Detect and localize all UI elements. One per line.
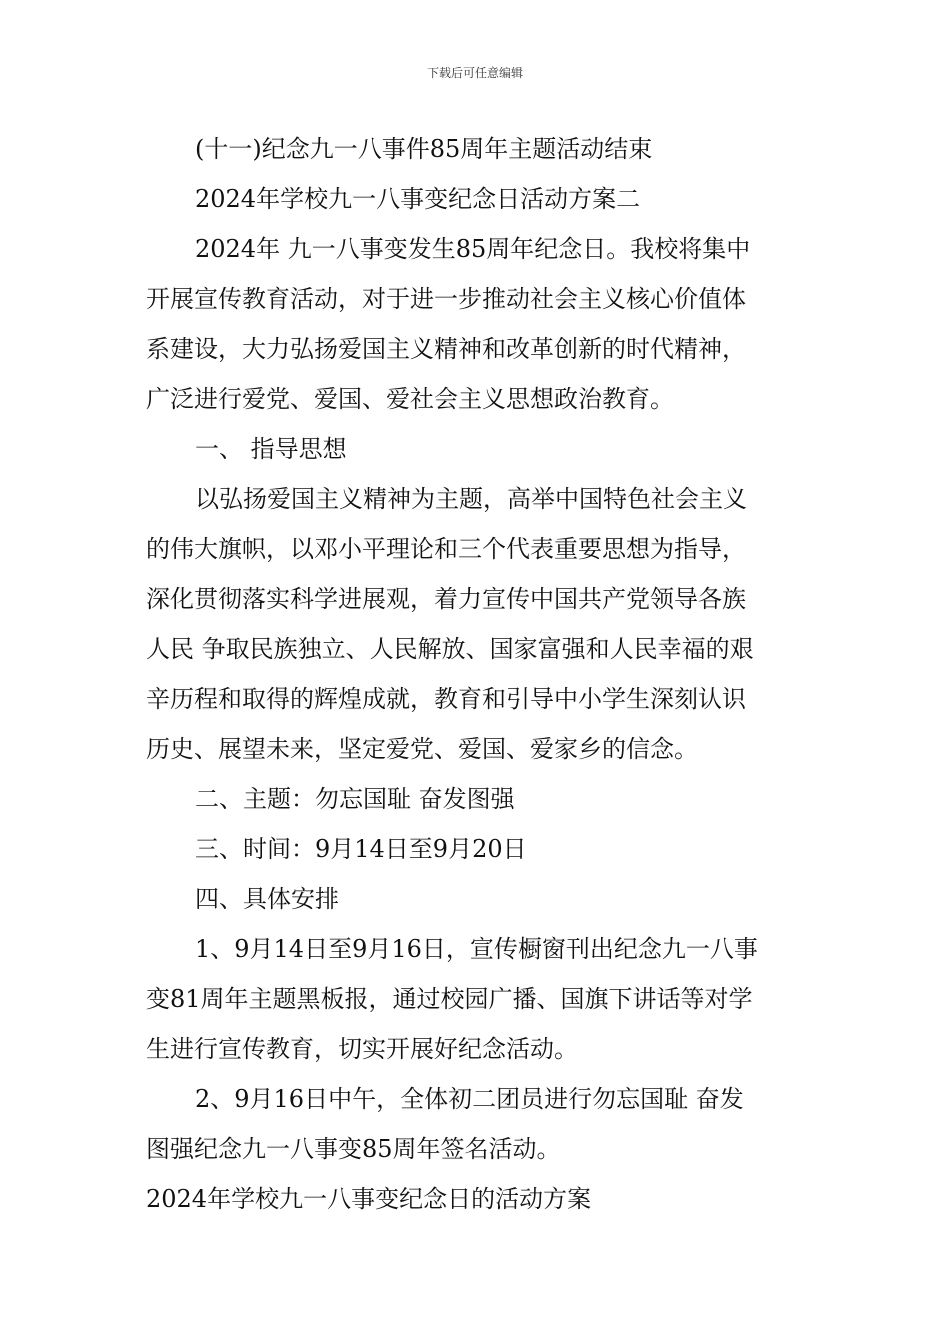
- paragraph-line: 2024年 九一八事变发生85周年纪念日。我校将集中: [195, 235, 751, 263]
- plan-title: 2024年学校九一八事变纪念日活动方案二: [195, 185, 641, 213]
- paragraph-line: 系建设，大力弘扬爱国主义精神和改革创新的时代精神，: [146, 335, 746, 363]
- section-theme: 二、主题：勿忘国耻 奋发图强: [195, 785, 515, 813]
- paragraph-line: 历史、展望未来，坚定爱党、爱国、爱家乡的信念。: [146, 735, 698, 763]
- paragraph-line: 广泛进行爱党、爱国、爱社会主义思想政治教育。: [146, 385, 674, 413]
- paragraph-line: 生进行宣传教育，切实开展好纪念活动。: [146, 1035, 578, 1063]
- paragraph-line: 辛历程和取得的辉煌成就，教育和引导中小学生深刻认识: [146, 685, 746, 713]
- paragraph-line: 图强纪念九一八事变85周年签名活动。: [146, 1135, 561, 1163]
- line-closing: (十一)纪念九一八事件85周年主题活动结束: [195, 135, 653, 163]
- section-arrangement-heading: 四、具体安排: [195, 885, 339, 913]
- arrangement-item-1: [146, 924, 808, 1074]
- footer-title: 2024年学校九一八事变纪念日的活动方案: [146, 1185, 592, 1213]
- intro-paragraph: [146, 224, 808, 424]
- paragraph-line: 以弘扬爱国主义精神为主题，高举中国特色社会主义: [195, 485, 747, 513]
- document-body: [146, 124, 808, 1224]
- paragraph-line: 开展宣传教育活动，对于进一步推动社会主义核心价值体: [146, 285, 746, 313]
- arrangement-item-2: [146, 1074, 808, 1174]
- paragraph-line: 的伟大旗帜，以邓小平理论和三个代表重要思想为指导，: [146, 535, 746, 563]
- section-heading-guiding-ideology: 一、 指导思想: [195, 435, 347, 463]
- header-note: 下载后可任意编辑: [426, 66, 523, 80]
- paragraph-line: 2、9月16日中午，全体初二团员进行勿忘国耻 奋发: [195, 1085, 744, 1113]
- section-time: 三、时间：9月14日至9月20日: [195, 835, 527, 863]
- guiding-ideology-paragraph: [146, 474, 808, 774]
- paragraph-line: 人民 争取民族独立、人民解放、国家富强和人民幸福的艰: [146, 635, 754, 663]
- paragraph-line: 深化贯彻落实科学进展观，着力宣传中国共产党领导各族: [146, 585, 746, 613]
- paragraph-line: 1、9月14日至9月16日，宣传橱窗刊出纪念九一八事: [195, 935, 758, 963]
- paragraph-line: 变81周年主题黑板报，通过校园广播、国旗下讲话等对学: [146, 985, 753, 1013]
